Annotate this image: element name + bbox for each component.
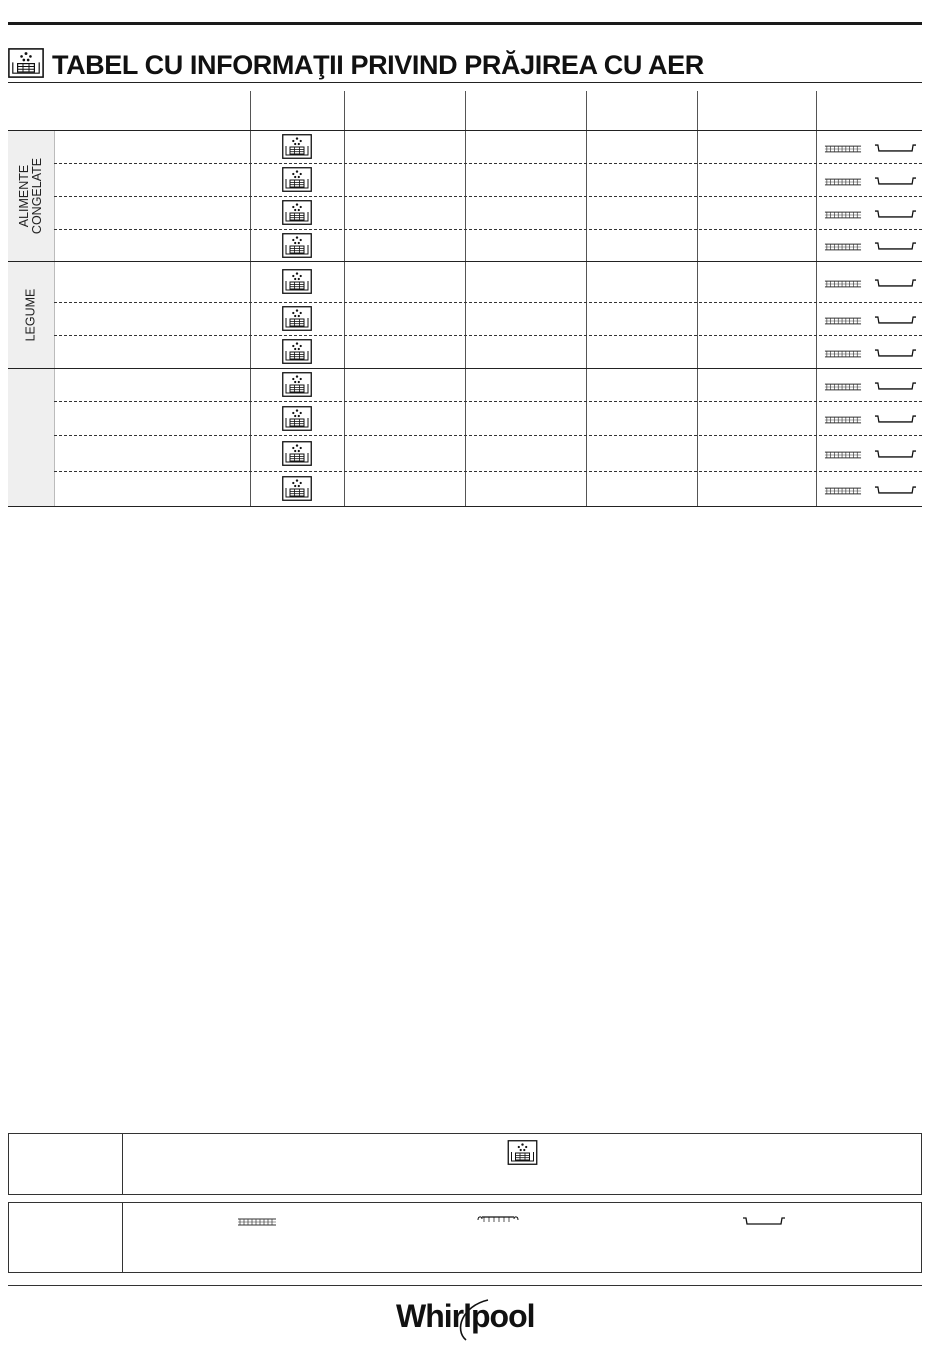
air-fry-icon bbox=[282, 233, 312, 258]
air-fry-icon bbox=[282, 167, 312, 192]
air-fry-icon bbox=[507, 1140, 538, 1165]
legend-function-separator bbox=[122, 1134, 123, 1194]
column-separator bbox=[697, 91, 698, 507]
row-divider bbox=[54, 435, 922, 436]
air-fry-icon bbox=[282, 269, 312, 294]
drip-tray-icon bbox=[874, 142, 917, 154]
group-label-line: CONGELATE bbox=[30, 157, 44, 234]
row-divider bbox=[54, 335, 922, 336]
drip-tray-icon bbox=[874, 380, 917, 392]
row-divider bbox=[54, 163, 922, 164]
wire-shelf-icon bbox=[824, 449, 862, 461]
row-rule bbox=[8, 261, 922, 262]
row-divider bbox=[54, 471, 922, 472]
page-title-text: TABEL CU INFORMAŢII PRIVIND PRĂJIREA CU AER bbox=[52, 50, 704, 80]
air-fry-icon bbox=[282, 406, 312, 431]
row-rule bbox=[8, 130, 922, 131]
drip-tray-icon bbox=[874, 314, 917, 326]
logo-swoosh bbox=[396, 1294, 536, 1344]
drip-tray-icon bbox=[874, 277, 917, 289]
group-label-line: ALIMENTE bbox=[17, 164, 31, 227]
group-band bbox=[8, 368, 54, 506]
row-rule bbox=[8, 506, 922, 507]
column-separator bbox=[586, 91, 587, 507]
title-underline bbox=[8, 82, 922, 83]
group-band bbox=[8, 261, 54, 368]
air-fry-icon bbox=[282, 372, 312, 397]
wire-shelf-icon bbox=[237, 1216, 277, 1228]
row-divider bbox=[54, 196, 922, 197]
group-band bbox=[8, 130, 54, 261]
drip-tray-icon bbox=[874, 448, 917, 460]
group-separator bbox=[54, 130, 55, 507]
top-rule bbox=[8, 22, 922, 25]
air-fry-icon bbox=[8, 48, 44, 78]
drip-tray-icon bbox=[874, 347, 917, 359]
footer-rule bbox=[8, 1285, 922, 1286]
drip-tray-icon bbox=[874, 484, 917, 496]
row-divider bbox=[54, 229, 922, 230]
legend-accessory-box bbox=[8, 1202, 922, 1273]
row-rule bbox=[8, 368, 922, 369]
air-fry-icon bbox=[282, 339, 312, 364]
wire-shelf-icon bbox=[824, 143, 862, 155]
column-separator bbox=[816, 91, 817, 507]
group-label bbox=[25, 288, 38, 341]
wire-shelf-icon bbox=[824, 414, 862, 426]
air-fry-icon bbox=[282, 476, 312, 501]
legend-accessory-separator bbox=[122, 1203, 123, 1272]
row-divider bbox=[54, 302, 922, 303]
whirlpool-logo bbox=[396, 1294, 536, 1344]
wire-shelf-icon bbox=[824, 278, 862, 290]
drip-tray-icon bbox=[874, 208, 917, 220]
drip-tray-icon bbox=[742, 1215, 786, 1227]
wire-shelf-icon bbox=[824, 485, 862, 497]
air-fry-icon bbox=[282, 134, 312, 159]
wire-shelf-icon bbox=[824, 241, 862, 253]
wire-shelf-icon bbox=[824, 176, 862, 188]
wire-shelf-icon bbox=[824, 381, 862, 393]
column-separator bbox=[465, 91, 466, 507]
baking-tray-icon bbox=[475, 1214, 521, 1226]
page-title bbox=[8, 46, 922, 82]
wire-shelf-icon bbox=[824, 348, 862, 360]
legend-function-box bbox=[8, 1133, 922, 1195]
drip-tray-icon bbox=[874, 240, 917, 252]
air-fry-table bbox=[8, 91, 922, 507]
drip-tray-icon bbox=[874, 413, 917, 425]
group-label-line: LEGUME bbox=[23, 288, 38, 341]
air-fry-icon bbox=[282, 441, 312, 466]
group-label bbox=[18, 157, 44, 233]
column-separator bbox=[250, 91, 251, 507]
air-fry-icon bbox=[282, 306, 312, 331]
wire-shelf-icon bbox=[824, 315, 862, 327]
column-separator bbox=[344, 91, 345, 507]
wire-shelf-icon bbox=[824, 209, 862, 221]
brand-name: Whirlpool bbox=[396, 1298, 535, 1334]
air-fry-icon bbox=[282, 200, 312, 225]
row-divider bbox=[54, 401, 922, 402]
drip-tray-icon bbox=[874, 175, 917, 187]
